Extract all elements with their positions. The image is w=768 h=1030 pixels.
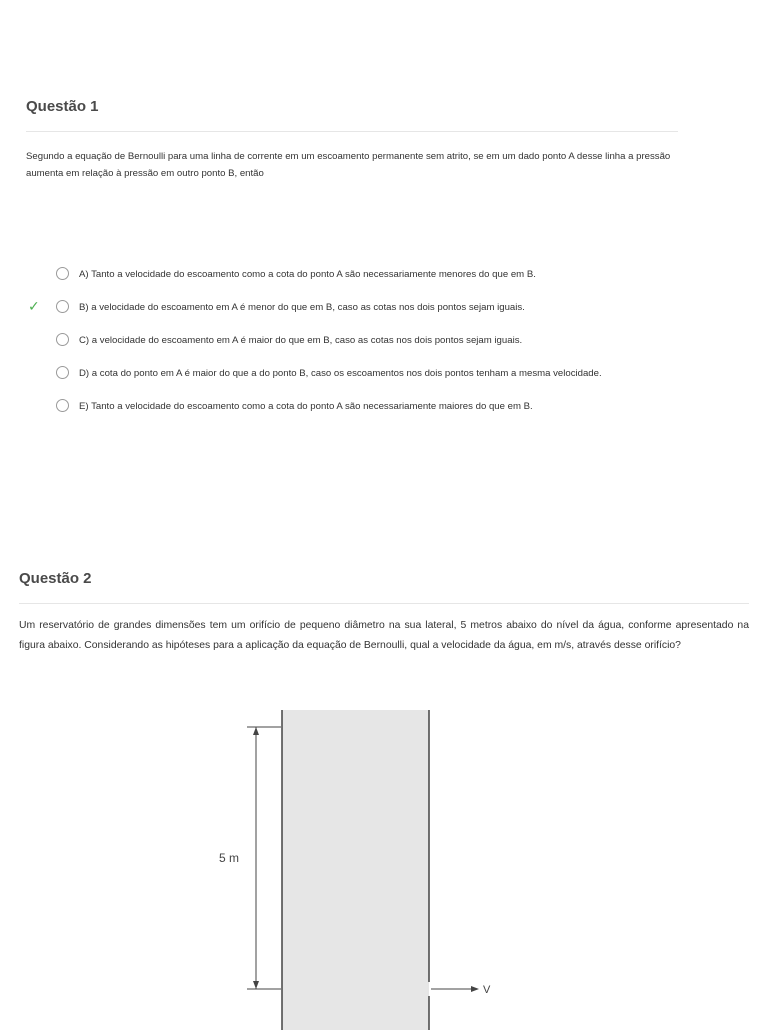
radio-button-c[interactable] [56, 333, 69, 346]
reservoir-tank [282, 710, 429, 1030]
option-c[interactable] [26, 332, 678, 349]
answer-options [26, 266, 678, 431]
option-e[interactable] [26, 398, 678, 415]
option-b-label: B) a velocidade do escoamento em A é menor do que em B, caso as cotas nos dois pontos sejam iguais. [79, 302, 525, 313]
question-2-text: Um reservatório de grandes dimensões tem um orifício de pequeno diâmetro na sua lateral, 5 metros abaixo do nível da água, conforme apresentado na figura abaixo. Considerando as hipóteses para a aplicação da equação de Bernoulli, qual a velocidade da água, em m/s, através desse orifício? [19, 620, 749, 651]
option-b[interactable] [26, 299, 678, 316]
question-1 [26, 98, 678, 412]
option-d-label: D) a cota do ponto em A é maior do que a do ponto B, caso os escoamentos nos dois pontos tenham a mesma velocidade. [79, 368, 602, 379]
dimension-arrow-down-icon [253, 981, 259, 989]
radio-button-e[interactable] [56, 399, 69, 412]
question-2 [19, 570, 749, 996]
option-a-label: A) Tanto a velocidade do escoamento como a cota do ponto A são necessariamente menores do que em B. [79, 269, 536, 280]
correct-check-icon: ✓ [28, 298, 40, 314]
velocity-label: V [483, 984, 491, 996]
question-1-text: Segundo a equação de Bernoulli para uma linha de corrente em um escoamento permanente sem atrito, se em um dado ponto A desse linha a pressão aumenta em relação à pressão em outro ponto B, então [26, 151, 671, 179]
question-2-title: Questão 2 [19, 570, 749, 604]
option-c-label: C) a velocidade do escoamento em A é maior do que em B, caso as cotas nos dois pontos sejam iguais. [79, 335, 523, 346]
option-a[interactable] [26, 266, 678, 283]
radio-button-d[interactable] [56, 366, 69, 379]
velocity-arrow-head-icon [471, 986, 479, 992]
height-label: 5 m [219, 851, 240, 865]
option-d[interactable] [26, 365, 678, 382]
question-1-title: Questão 1 [26, 98, 678, 132]
reservoir-figure [19, 700, 749, 1030]
dimension-arrow-up-icon [253, 727, 259, 735]
radio-button-a[interactable] [56, 267, 69, 280]
radio-button-b[interactable] [56, 300, 69, 313]
option-e-label: E) Tanto a velocidade do escoamento como a cota do ponto A são necessariamente maiores do que em B. [79, 401, 533, 412]
